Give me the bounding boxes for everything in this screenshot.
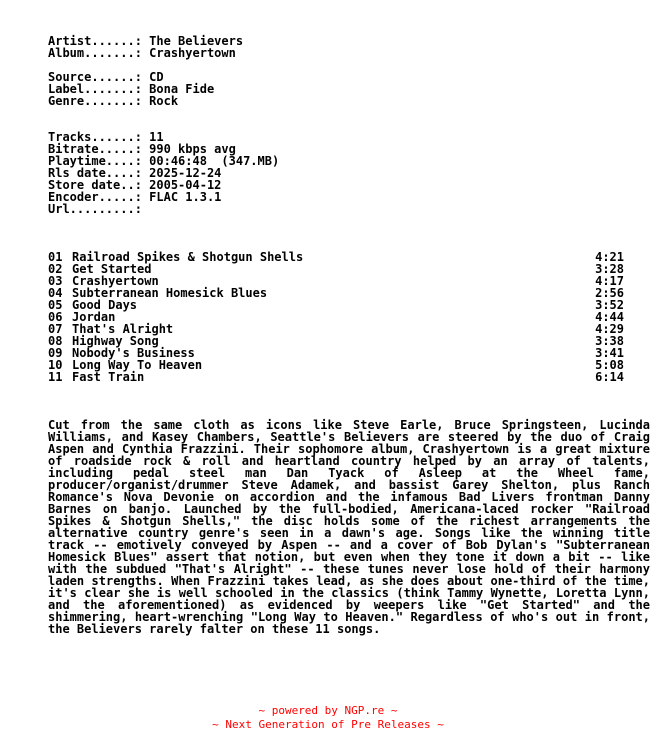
field-key: Source......:	[48, 70, 142, 84]
field-value: 990 kbps avg	[149, 142, 236, 156]
track-duration: 4:44	[595, 310, 624, 324]
track-number: 02	[48, 262, 63, 276]
track-title: Highway Song	[72, 334, 159, 348]
field-key: Bitrate.....:	[48, 142, 142, 156]
field-value: The Believers	[149, 34, 244, 48]
footer-tagline: ~ Next Generation of Pre Releases ~	[212, 718, 444, 731]
track-title: Nobody's Business	[72, 346, 195, 360]
nfo-document	[48, 35, 648, 635]
track-number: 03	[48, 274, 63, 288]
track-number: 09	[48, 346, 63, 360]
track-number: 01	[48, 250, 63, 264]
track-duration: 4:21	[595, 250, 624, 264]
spacer	[48, 215, 648, 251]
track-duration: 4:29	[595, 322, 624, 336]
spacer	[48, 383, 648, 419]
track-number: 04	[48, 286, 63, 300]
track-title: Railroad Spikes & Shotgun Shells	[72, 250, 304, 264]
track-number: 07	[48, 322, 63, 336]
field-album	[48, 47, 648, 59]
field-value: Bona Fide	[149, 82, 215, 96]
track-number: 06	[48, 310, 63, 324]
field-key: Store date..:	[48, 178, 142, 192]
field-url	[48, 203, 648, 215]
track-number: 05	[48, 298, 63, 312]
field-value: Crashyertown	[149, 46, 236, 60]
track-title: That's Alright	[72, 322, 174, 336]
field-value: 2005-04-12	[149, 178, 222, 192]
footer-powered-by: ~ powered by NGP.re ~	[258, 704, 398, 717]
track-row	[48, 287, 648, 299]
track-row	[48, 299, 648, 311]
field-value: FLAC 1.3.1	[149, 190, 222, 204]
field-genre	[48, 95, 648, 107]
field-key: Artist......:	[48, 34, 142, 48]
field-key: Album.......:	[48, 46, 142, 60]
field-value: CD	[149, 70, 164, 84]
tracklist	[48, 251, 648, 383]
track-duration: 6:14	[595, 370, 624, 384]
spacer	[48, 107, 648, 131]
track-number: 11	[48, 370, 63, 384]
track-title: Fast Train	[72, 370, 145, 384]
track-duration: 3:38	[595, 334, 624, 348]
track-duration: 5:08	[595, 358, 624, 372]
field-value: Rock	[149, 94, 179, 108]
footer	[0, 704, 656, 732]
field-value: 00:46:48 (347.MB)	[149, 154, 280, 168]
track-title: Long Way To Heaven	[72, 358, 203, 372]
track-duration: 3:41	[595, 346, 624, 360]
field-key: Encoder.....:	[48, 190, 142, 204]
track-title: Jordan	[72, 310, 116, 324]
field-value: 11	[149, 130, 164, 144]
source-info	[48, 71, 648, 107]
track-duration: 3:52	[595, 298, 624, 312]
album-description: Cut from the same cloth as icons like Steve Earle, Bruce Springsteen, Lucinda Williams, and Kasey Chambers, Seattle's Believers are steered by the duo of Craig Aspen and Cynthia Frazzini. Their sophomore album, Crashyertown is a great mixture of roadside rock & roll and heartland country helped by an array of talents, including pedal steel man Dan Tyack of Asleep at the Wheel fame, producer/organist/drummer Steve Adamek, and bassist Garey Shelton, plus Ranch Romance's Nova Devonie on accordion and the infamous Bad Livers frontman Danny Barnes on banjo. Launched by the full-bodied, Americana-laced rocker "Railroad Spikes & Shotgun Shells," the disc holds some of the richest arrangements the alternative country genre's seen in a dawn's age. Songs like the winning title track -- emotively conveyed by Aspen -- and a cover of Bob Dylan's "Subterranean Homesick Blues" assert that notion, but even when they tone it down a bit -- like with the subdued "That's Alright" -- these tunes never lose hold of their harmony laden strengths. When Frazzini takes lead, as she does about one-third of the time, it's clear she is well schooled in the classics (think Tammy Wynette, Loretta Lynn, and the aforementioned) as evidenced by weepers like "Get Started" and the shimmering, heart-wrenching "Long Way to Heaven." Regardless of who's out in front, the Believers rarely falter on these 11 songs.	[48, 418, 650, 636]
field-key: Url.........:	[48, 202, 142, 216]
track-number: 08	[48, 334, 63, 348]
field-key: Rls date....:	[48, 166, 142, 180]
field-value: 2025-12-24	[149, 166, 222, 180]
field-key: Label.......:	[48, 82, 142, 96]
track-duration: 4:17	[595, 274, 624, 288]
track-duration: 2:56	[595, 286, 624, 300]
track-title: Get Started	[72, 262, 152, 276]
tech-info	[48, 131, 648, 215]
field-key: Tracks......:	[48, 130, 142, 144]
release-info	[48, 35, 648, 59]
field-key: Playtime....:	[48, 154, 142, 168]
track-row	[48, 371, 648, 383]
track-title: Good Days	[72, 298, 138, 312]
track-title: Subterranean Homesick Blues	[72, 286, 268, 300]
track-title: Crashyertown	[72, 274, 159, 288]
track-number: 10	[48, 358, 63, 372]
field-key: Genre.......:	[48, 94, 142, 108]
track-duration: 3:28	[595, 262, 624, 276]
